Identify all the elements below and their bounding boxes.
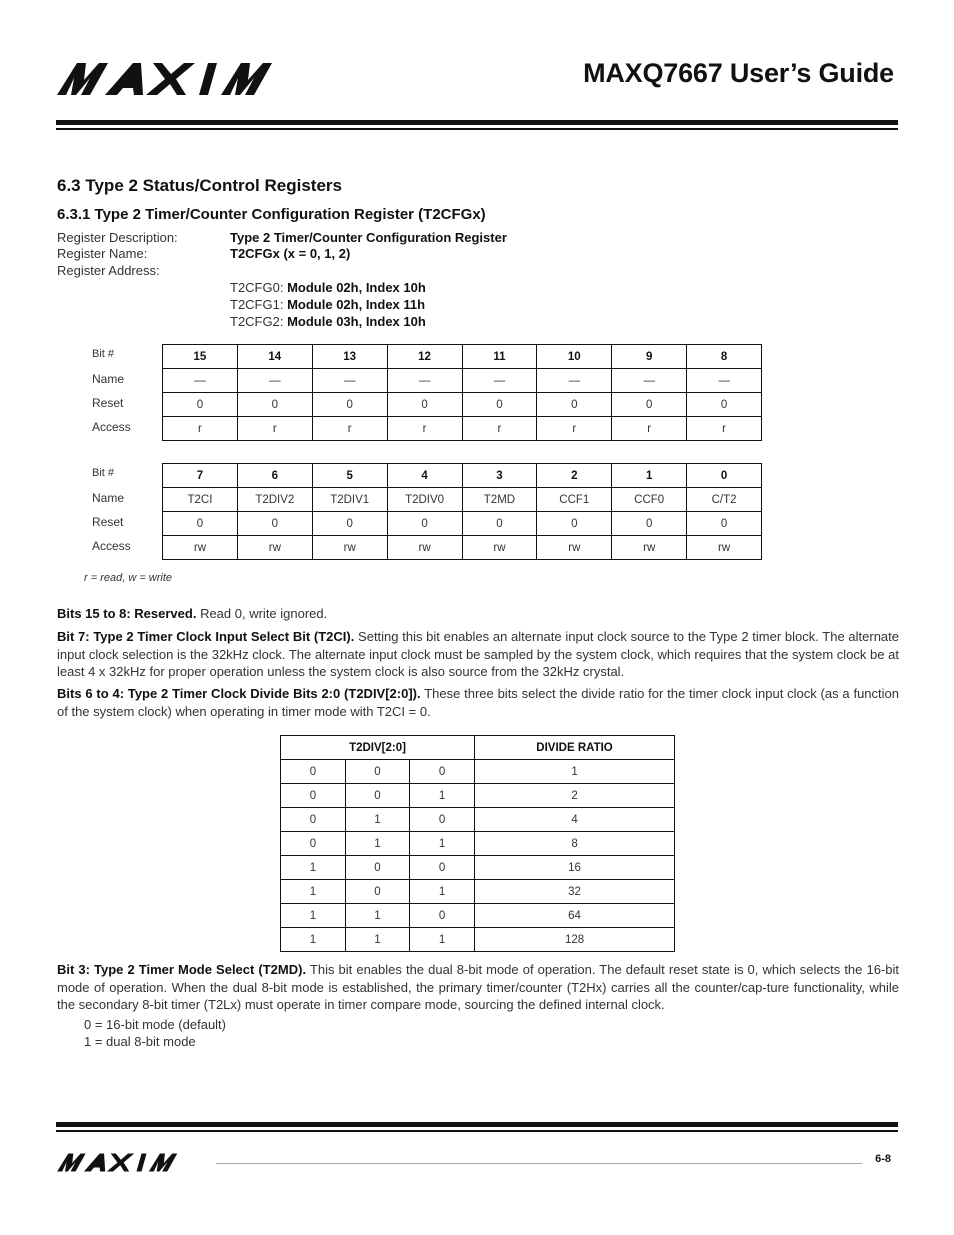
name-cell: —	[237, 369, 312, 393]
access-cell: r	[612, 417, 687, 441]
bit-cell: 13	[312, 345, 387, 369]
bit-cell: 3	[462, 464, 537, 488]
table-cell: 0	[281, 832, 346, 856]
table-cell: 0	[281, 808, 346, 832]
name-cell: —	[612, 369, 687, 393]
access-cell: rw	[462, 536, 537, 560]
table-cell: 8	[475, 832, 675, 856]
bit3-description	[57, 961, 899, 1014]
table-row	[281, 856, 675, 880]
row-label-name: Name	[92, 372, 125, 386]
register-description-value: Type 2 Timer/Counter Configuration Register	[230, 230, 507, 245]
access-cell: r	[687, 417, 762, 441]
bit7-description	[57, 628, 899, 681]
reset-cell: 0	[312, 393, 387, 417]
reset-row	[163, 512, 762, 536]
footer-rule-thick	[56, 1122, 898, 1127]
table-cell: 1	[346, 928, 410, 952]
description-title: Bit 3: Type 2 Timer Mode Select (T2MD).	[57, 962, 307, 977]
divide-ratio-header: DIVIDE RATIO	[475, 736, 675, 760]
description-text: Setting this bit enables an alternate input clock source to the Type 2 timer block. The alternate input clock selection is the 32kHz clock. The alternate input clock must be sampled by the system clock, which requires that the system clock be at least 4 x 32kHz for proper operation unless the system clock is also source from the 32kHz crystal.	[57, 629, 900, 679]
table-cell: 1	[410, 832, 475, 856]
reset-cell: 0	[537, 393, 612, 417]
table-cell: 1	[281, 856, 346, 880]
bit-cell: 4	[387, 464, 462, 488]
access-cell: r	[163, 417, 238, 441]
footer-divider	[216, 1163, 862, 1164]
bits15-8-description	[57, 605, 899, 623]
bit-cell: 10	[537, 345, 612, 369]
register-address-2	[230, 313, 426, 330]
description-text: Read 0, write ignored.	[196, 606, 328, 621]
table-cell: 1	[346, 904, 410, 928]
register-name-label: Register Name:	[57, 246, 148, 261]
name-row	[163, 488, 762, 512]
divide-table-header	[281, 736, 675, 760]
divide-ratio-table	[280, 735, 675, 952]
reset-row	[163, 393, 762, 417]
register-name-value: T2CFGx (x = 0, 1, 2)	[230, 246, 351, 261]
reset-cell: 0	[237, 512, 312, 536]
name-cell: T2DIV2	[237, 488, 312, 512]
table-cell: 0	[281, 784, 346, 808]
bit-cell: 5	[312, 464, 387, 488]
address-value: Module 03h, Index 10h	[287, 314, 426, 329]
bit-number-row	[163, 464, 762, 488]
access-cell: rw	[163, 536, 238, 560]
table-cell: 0	[346, 880, 410, 904]
name-cell: —	[387, 369, 462, 393]
register-description-label: Register Description:	[57, 230, 178, 245]
description-title: Bits 6 to 4: Type 2 Timer Clock Divide Bits 2:0 (T2DIV[2:0]).	[57, 686, 421, 701]
table-cell: 1	[281, 880, 346, 904]
bit-cell: 12	[387, 345, 462, 369]
reset-cell: 0	[612, 393, 687, 417]
table-cell: 0	[346, 760, 410, 784]
access-cell: rw	[387, 536, 462, 560]
table-cell: 0	[281, 760, 346, 784]
bit-cell: 8	[687, 345, 762, 369]
table-cell: 32	[475, 880, 675, 904]
table-cell: 0	[346, 784, 410, 808]
register-address-label: Register Address:	[57, 263, 160, 278]
table-cell: 1	[281, 904, 346, 928]
table-row	[281, 928, 675, 952]
table-row	[281, 904, 675, 928]
name-cell: T2DIV0	[387, 488, 462, 512]
reset-cell: 0	[312, 512, 387, 536]
row-label-name: Name	[92, 491, 125, 505]
table-cell: 1	[410, 784, 475, 808]
name-cell: —	[537, 369, 612, 393]
access-legend: r = read, w = write	[84, 572, 173, 584]
name-row	[163, 369, 762, 393]
name-cell: —	[163, 369, 238, 393]
section-heading: 6.3 Type 2 Status/Control Registers	[57, 176, 342, 195]
row-label-access: Access	[92, 539, 131, 553]
bit-cell: 7	[163, 464, 238, 488]
table-cell: 0	[410, 856, 475, 880]
address-value: Module 02h, Index 11h	[287, 297, 426, 312]
table-cell: 16	[475, 856, 675, 880]
bit-table-upper	[162, 344, 762, 441]
bit-table-lower	[162, 463, 762, 560]
address-prefix: T2CFG0:	[230, 280, 284, 295]
bit-cell: 15	[163, 345, 238, 369]
name-cell: T2DIV1	[312, 488, 387, 512]
footer-rule-thin	[56, 1130, 898, 1132]
table-row	[281, 784, 675, 808]
bit-cell: 14	[237, 345, 312, 369]
table-cell: 4	[475, 808, 675, 832]
description-title: Bit 7: Type 2 Timer Clock Input Select Bit (T2CI).	[57, 629, 355, 644]
reset-cell: 0	[462, 512, 537, 536]
access-row	[163, 536, 762, 560]
access-cell: r	[462, 417, 537, 441]
table-cell: 1	[410, 928, 475, 952]
name-cell: —	[687, 369, 762, 393]
row-label-bit: Bit #	[92, 467, 115, 479]
bit-cell: 11	[462, 345, 537, 369]
address-prefix: T2CFG2:	[230, 314, 284, 329]
address-value: Module 02h, Index 10h	[287, 280, 426, 295]
register-address-0	[230, 279, 426, 296]
name-cell: C/T2	[687, 488, 762, 512]
name-cell: —	[462, 369, 537, 393]
table-cell: 1	[281, 928, 346, 952]
bit-cell: 0	[687, 464, 762, 488]
row-label-access: Access	[92, 420, 131, 434]
table-cell: 1	[475, 760, 675, 784]
name-cell: T2MD	[462, 488, 537, 512]
table-cell: 2	[475, 784, 675, 808]
table-cell: 128	[475, 928, 675, 952]
table-row	[281, 760, 675, 784]
bit-cell: 1	[612, 464, 687, 488]
t2div-header: T2DIV[2:0]	[281, 736, 475, 760]
reset-cell: 0	[537, 512, 612, 536]
table-cell: 1	[410, 880, 475, 904]
name-cell: —	[312, 369, 387, 393]
table-cell: 0	[346, 856, 410, 880]
name-cell: CCF1	[537, 488, 612, 512]
access-cell: rw	[612, 536, 687, 560]
name-cell: CCF0	[612, 488, 687, 512]
table-cell: 0	[410, 904, 475, 928]
access-cell: rw	[237, 536, 312, 560]
table-cell: 1	[346, 808, 410, 832]
description-title: Bits 15 to 8: Reserved.	[57, 606, 197, 621]
bit-cell: 2	[537, 464, 612, 488]
access-row	[163, 417, 762, 441]
register-address-1	[230, 296, 425, 313]
access-cell: rw	[312, 536, 387, 560]
reset-cell: 0	[163, 393, 238, 417]
table-row	[281, 832, 675, 856]
table-cell: 1	[346, 832, 410, 856]
maxim-logo	[57, 62, 325, 96]
access-cell: r	[312, 417, 387, 441]
access-cell: r	[537, 417, 612, 441]
bits6-4-description	[57, 685, 899, 720]
subsection-heading: 6.3.1 Type 2 Timer/Counter Configuration Register (T2CFGx)	[57, 206, 486, 223]
table-cell: 0	[410, 760, 475, 784]
header-rule-thick	[56, 120, 898, 125]
reset-cell: 0	[163, 512, 238, 536]
reset-cell: 0	[462, 393, 537, 417]
bit-cell: 6	[237, 464, 312, 488]
row-label-bit: Bit #	[92, 348, 115, 360]
bit3-option-0: 0 = 16-bit mode (default)	[84, 1017, 226, 1032]
reset-cell: 0	[687, 512, 762, 536]
access-cell: r	[237, 417, 312, 441]
bit-cell: 9	[612, 345, 687, 369]
document-title: MAXQ7667 User’s Guide	[583, 58, 894, 88]
row-label-reset: Reset	[92, 515, 124, 529]
bit3-option-1: 1 = dual 8-bit mode	[84, 1034, 196, 1049]
table-cell: 64	[475, 904, 675, 928]
address-prefix: T2CFG1:	[230, 297, 284, 312]
header-rule-thin	[56, 128, 898, 130]
access-cell: rw	[687, 536, 762, 560]
maxim-logo-footer	[57, 1153, 207, 1172]
table-row	[281, 880, 675, 904]
access-cell: r	[387, 417, 462, 441]
table-row	[281, 808, 675, 832]
reset-cell: 0	[387, 393, 462, 417]
reset-cell: 0	[387, 512, 462, 536]
description-text: These three bits select the divide ratio for the timer clock input clock (as a function of the system clock) when operating in timer mode with T2CI = 0.	[57, 686, 899, 719]
name-cell: T2CI	[163, 488, 238, 512]
description-text: This bit enables the dual 8-bit mode of operation. The default reset state is 0, which selects the 16-bit mode of operation. When the dual 8-bit mode is established, the primary timer/counter (T2Hx) carries all the counter/cap-ture functionality, while the secondary 8-bit timer (T2Lx) must operate in timer compare mode, sourcing the defined internal clock.	[57, 962, 899, 1012]
bit-number-row	[163, 345, 762, 369]
reset-cell: 0	[237, 393, 312, 417]
row-label-reset: Reset	[92, 396, 124, 410]
reset-cell: 0	[612, 512, 687, 536]
reset-cell: 0	[687, 393, 762, 417]
page-number: 6-8	[875, 1153, 891, 1165]
table-cell: 0	[410, 808, 475, 832]
access-cell: rw	[537, 536, 612, 560]
